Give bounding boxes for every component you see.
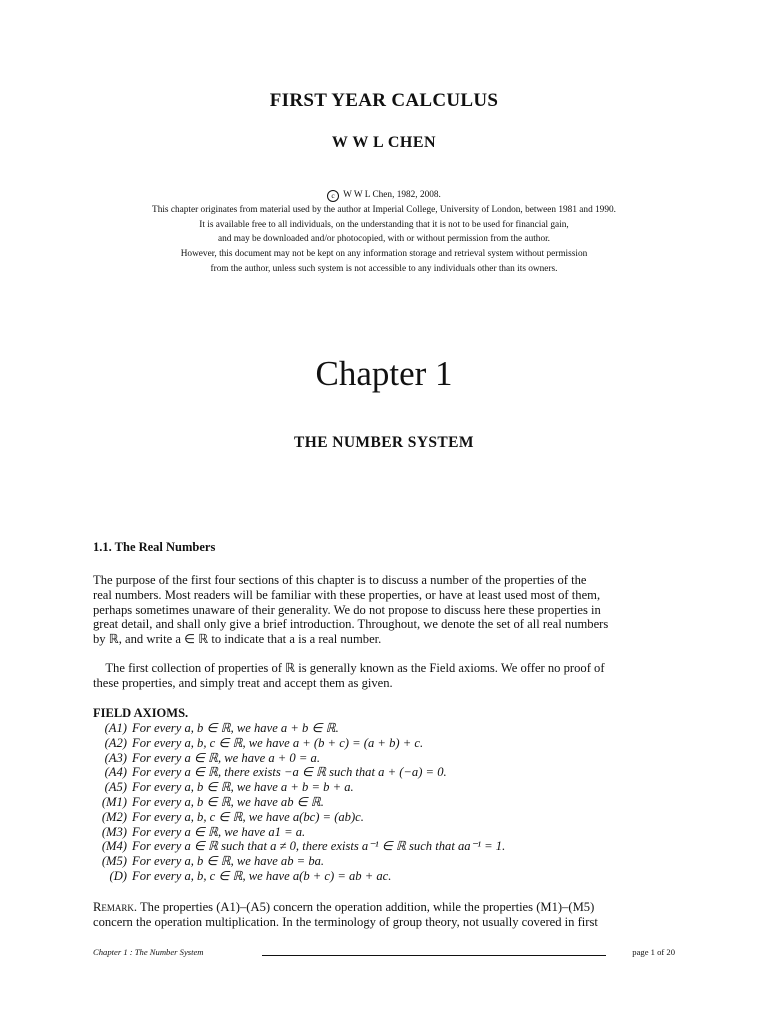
copyright-line: and may be downloaded and/or photocopied, with or without permission from the author. [217, 234, 551, 245]
intro-paragraph [93, 573, 675, 647]
axiom-label: (A3) [104, 750, 127, 765]
paragraph-line: concern the operation multiplication. In the terminology of group theory, not usually covered in first [93, 914, 598, 929]
axiom-text: For every a, b, c ∈ ℝ, we have a + (b + c) = (a + b) + c. [132, 735, 424, 750]
axiom-text: For every a ∈ ℝ such that a ≠ 0, there exists a⁻¹ ∈ ℝ such that aa⁻¹ = 1. [132, 839, 506, 854]
copyright-notice-line [0, 188, 768, 203]
footer-page-number: page 1 of 20 [632, 947, 675, 957]
paragraph-line: perhaps sometimes unaware of their generality. We do not propose to discuss here these properties in [93, 602, 601, 617]
axiom-text: For every a ∈ ℝ, we have a + 0 = a. [132, 750, 320, 765]
axiom-label: (M4) [101, 839, 127, 854]
copyright-notice: W W L Chen, 1982, 2008. [343, 190, 441, 200]
axiom-label: (M1) [101, 794, 127, 809]
axiom-item [93, 751, 693, 766]
paragraph-line [93, 900, 675, 915]
axiom-text: For every a ∈ ℝ, there exists −a ∈ ℝ such that a + (−a) = 0. [132, 765, 447, 780]
paragraph-line: great detail, and shall only give a brief introduction. Throughout, we denote the set of all real numbers [93, 617, 609, 632]
chapter-heading: Chapter 1 [315, 354, 453, 393]
axiom-item [93, 736, 693, 751]
field-intro-paragraph [93, 661, 675, 691]
remark-paragraph [93, 900, 675, 930]
remark-text: The properties (A1)–(A5) concern the operation addition, while the properties (M1)–(M5) [137, 900, 595, 914]
copyright-line: However, this document may not be kept on any information storage and retrieval system without permission [180, 249, 588, 260]
axiom-item [93, 765, 693, 780]
remark-label: Remark. [93, 900, 138, 914]
axiom-label: (M2) [101, 809, 127, 824]
axiom-item [93, 795, 693, 810]
axiom-label: (D) [109, 868, 127, 883]
document-title: FIRST YEAR CALCULUS [269, 90, 499, 111]
axiom-label: (A5) [104, 780, 127, 795]
axiom-label: (A1) [104, 721, 127, 735]
axiom-text: For every a, b, c ∈ ℝ, we have a(bc) = (ab)c. [132, 809, 364, 824]
axiom-text: For every a, b ∈ ℝ, we have ab = ba. [132, 854, 325, 869]
paragraph-line: The purpose of the first four sections of this chapter is to discuss a number of the properties of the [93, 573, 587, 587]
axiom-item [93, 839, 693, 854]
footer-chapter-title: Chapter 1 : The Number System [93, 947, 204, 957]
axiom-text: For every a, b ∈ ℝ, we have a + b ∈ ℝ. [132, 721, 339, 735]
axiom-label: (A4) [104, 765, 127, 780]
chapter-subtitle: THE NUMBER SYSTEM [294, 434, 474, 451]
axiom-label: (A2) [104, 735, 127, 750]
axiom-label: (M3) [101, 824, 127, 839]
axiom-label: (M5) [101, 854, 127, 869]
field-axioms-heading: FIELD AXIOMS. [93, 706, 189, 720]
axiom-text: For every a, b ∈ ℝ, we have a + b = b + a. [132, 780, 354, 795]
paragraph-line: The first collection of properties of ℝ is generally known as the Field axioms. We offer no proof of [93, 661, 605, 675]
paragraph-line: these properties, and simply treat and accept them as given. [93, 675, 393, 690]
axiom-item [93, 780, 693, 795]
axiom-item [93, 869, 693, 884]
axiom-item [93, 810, 693, 825]
copyright-icon: c [327, 190, 339, 202]
field-axioms-list [93, 721, 693, 884]
paragraph-line: real numbers. Most readers will be familiar with these properties, or have at least used most of them, [93, 587, 601, 602]
copyright-line: This chapter originates from material used by the author at Imperial College, University of London, between 1981 and 1990. [152, 204, 616, 215]
document-author: W W L CHEN [331, 134, 437, 151]
axiom-item [93, 721, 693, 736]
axiom-text: For every a, b ∈ ℝ, we have ab ∈ ℝ. [132, 794, 324, 809]
copyright-line: from the author, unless such system is not accessible to any individuals other than its owners. [210, 263, 558, 274]
axiom-text: For every a ∈ ℝ, we have a1 = a. [132, 824, 306, 839]
section-heading: 1.1. The Real Numbers [93, 540, 216, 554]
copyright-block [0, 188, 768, 277]
footer-divider [262, 955, 606, 956]
paragraph-line: by ℝ, and write a ∈ ℝ to indicate that a is a real number. [93, 632, 382, 647]
axiom-text: For every a, b, c ∈ ℝ, we have a(b + c) = ab + ac. [132, 868, 392, 883]
copyright-line: It is available free to all individuals, on the understanding that it is not to be used for financial gain, [199, 219, 569, 230]
axiom-item [93, 825, 693, 840]
axiom-item [93, 854, 693, 869]
